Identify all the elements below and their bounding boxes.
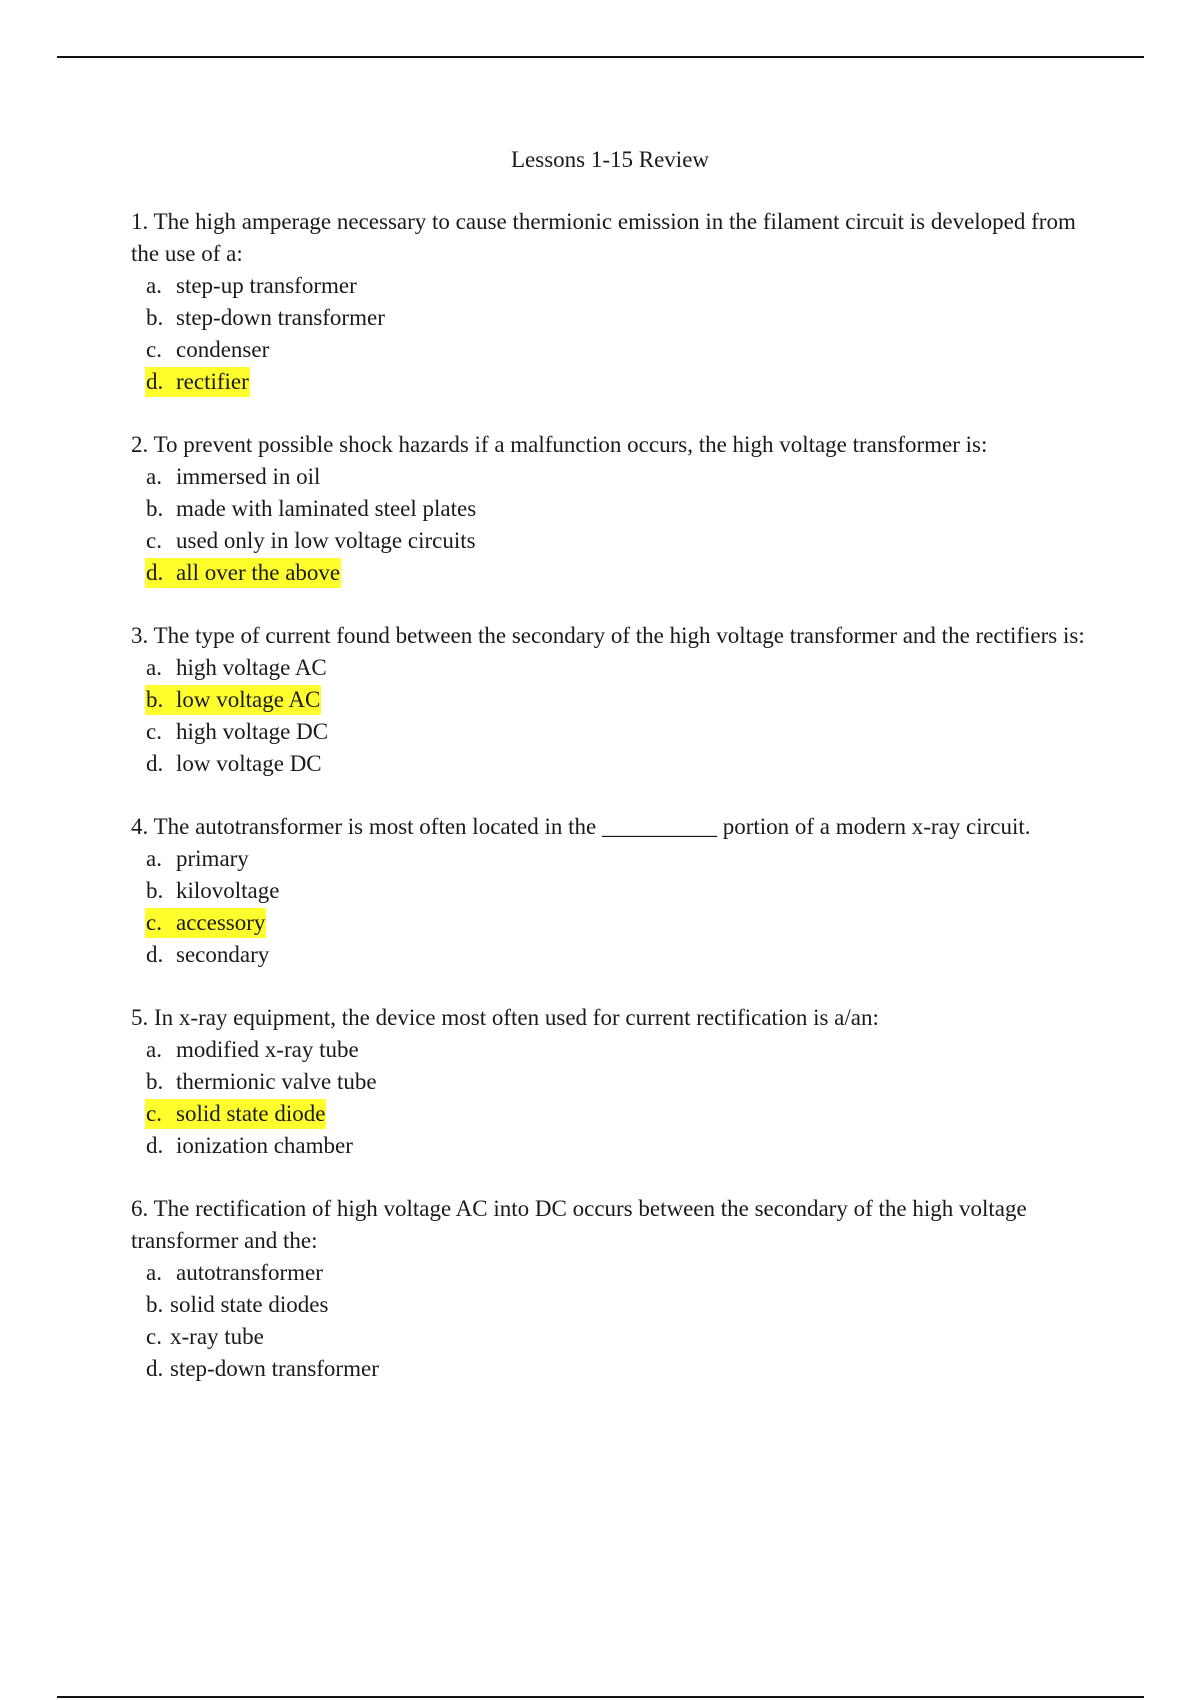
highlighted-answer bbox=[145, 558, 341, 588]
answer-text-wrap bbox=[145, 303, 386, 333]
question-list bbox=[131, 206, 1091, 1416]
answer-text-wrap bbox=[145, 1258, 324, 1288]
option-text: secondary bbox=[176, 942, 270, 967]
answer-text-wrap bbox=[145, 844, 250, 874]
answer-option bbox=[145, 525, 1091, 557]
option-text: solid state diode bbox=[176, 1101, 326, 1126]
option-letter: d. bbox=[146, 1133, 164, 1158]
option-text: low voltage AC bbox=[176, 687, 321, 712]
highlighted-answer bbox=[145, 908, 266, 938]
question-text: 4. The autotransformer is most often located in the __________ portion of a modern x-ray circuit. bbox=[131, 814, 1031, 839]
answer-text-wrap bbox=[145, 1131, 354, 1161]
option-letter: a. bbox=[146, 1037, 162, 1062]
option-letter: a. bbox=[146, 273, 162, 298]
answer-option bbox=[145, 875, 1091, 907]
question-4 bbox=[131, 811, 1091, 971]
answer-options bbox=[131, 652, 1091, 780]
answer-options bbox=[131, 461, 1091, 589]
answer-option bbox=[145, 270, 1091, 302]
answer-text-wrap bbox=[145, 462, 321, 492]
option-letter: c. bbox=[146, 337, 162, 362]
answer-text-wrap bbox=[145, 1354, 380, 1384]
answer-options bbox=[131, 1034, 1091, 1162]
question-text: 5. In x-ray equipment, the device most often used for current rectification is a/an: bbox=[131, 1005, 879, 1030]
answer-text-wrap bbox=[145, 335, 270, 365]
option-text: step-down transformer bbox=[170, 1356, 379, 1381]
answer-text-wrap bbox=[145, 494, 477, 524]
answer-option bbox=[145, 557, 1091, 589]
answer-option bbox=[145, 1257, 1091, 1289]
option-text: autotransformer bbox=[176, 1260, 323, 1285]
option-letter: b. bbox=[146, 687, 164, 712]
option-letter: c. bbox=[146, 528, 162, 553]
question-text: 6. The rectification of high voltage AC into DC occurs between the secondary of the high voltage transformer and the: bbox=[131, 1196, 1027, 1253]
option-text: accessory bbox=[176, 910, 266, 935]
option-text: high voltage DC bbox=[176, 719, 329, 744]
answer-text-wrap bbox=[145, 940, 270, 970]
option-letter: a. bbox=[146, 464, 162, 489]
option-letter: d. bbox=[146, 560, 164, 585]
answer-option bbox=[145, 652, 1091, 684]
answer-text-wrap bbox=[145, 717, 329, 747]
answer-text-wrap bbox=[145, 526, 477, 556]
answer-option bbox=[145, 493, 1091, 525]
answer-text-wrap bbox=[145, 271, 358, 301]
answer-text-wrap bbox=[145, 876, 280, 906]
option-letter: c. bbox=[146, 1101, 162, 1126]
option-text: x-ray tube bbox=[170, 1324, 264, 1349]
highlighted-answer bbox=[145, 1099, 326, 1129]
answer-option bbox=[145, 302, 1091, 334]
highlighted-answer bbox=[145, 685, 321, 715]
option-text: low voltage DC bbox=[176, 751, 322, 776]
question-6 bbox=[131, 1193, 1091, 1385]
option-letter: d. bbox=[146, 751, 164, 776]
option-text: immersed in oil bbox=[176, 464, 321, 489]
option-text: high voltage AC bbox=[176, 655, 327, 680]
answer-text-wrap bbox=[145, 1067, 378, 1097]
option-text: ionization chamber bbox=[176, 1133, 353, 1158]
question-5 bbox=[131, 1002, 1091, 1162]
bottom-rule bbox=[57, 1696, 1144, 1698]
answer-options bbox=[131, 270, 1091, 398]
highlighted-answer bbox=[145, 367, 250, 397]
answer-option bbox=[145, 366, 1091, 398]
answer-option bbox=[145, 461, 1091, 493]
option-letter: c. bbox=[146, 1324, 162, 1349]
answer-option bbox=[145, 1353, 1091, 1385]
option-text: used only in low voltage circuits bbox=[176, 528, 476, 553]
option-text: solid state diodes bbox=[170, 1292, 329, 1317]
option-text: condenser bbox=[176, 337, 270, 362]
question-text: 1. The high amperage necessary to cause thermionic emission in the filament circuit is developed from the use of a: bbox=[131, 209, 1076, 266]
option-text: step-up transformer bbox=[176, 273, 357, 298]
answer-text-wrap bbox=[145, 749, 323, 779]
answer-option bbox=[145, 684, 1091, 716]
answer-option bbox=[145, 1130, 1091, 1162]
answer-option bbox=[145, 1289, 1091, 1321]
option-text: rectifier bbox=[176, 369, 249, 394]
answer-option bbox=[145, 1034, 1091, 1066]
document-title: Lessons 1-15 Review bbox=[510, 147, 710, 172]
answer-text-wrap bbox=[145, 1290, 329, 1320]
option-letter: b. bbox=[146, 1292, 164, 1317]
answer-options bbox=[131, 843, 1091, 971]
option-letter: c. bbox=[146, 719, 162, 744]
question-2 bbox=[131, 429, 1091, 589]
option-text: thermionic valve tube bbox=[176, 1069, 377, 1094]
option-letter: d. bbox=[146, 1356, 164, 1381]
option-text: made with laminated steel plates bbox=[176, 496, 477, 521]
option-letter: a. bbox=[146, 655, 162, 680]
option-text: kilovoltage bbox=[176, 878, 280, 903]
option-letter: d. bbox=[146, 369, 164, 394]
option-letter: b. bbox=[146, 496, 164, 521]
answer-option bbox=[145, 907, 1091, 939]
option-text: all over the above bbox=[176, 560, 341, 585]
answer-option bbox=[145, 1066, 1091, 1098]
option-letter: b. bbox=[146, 878, 164, 903]
answer-text-wrap bbox=[145, 1322, 265, 1352]
option-letter: d. bbox=[146, 942, 164, 967]
answer-option bbox=[145, 748, 1091, 780]
answer-option bbox=[145, 334, 1091, 366]
option-letter: a. bbox=[146, 1260, 162, 1285]
option-letter: c. bbox=[146, 910, 162, 935]
answer-options bbox=[131, 1257, 1091, 1385]
answer-text-wrap bbox=[145, 1035, 360, 1065]
option-text: step-down transformer bbox=[176, 305, 385, 330]
answer-text-wrap bbox=[145, 653, 328, 683]
answer-option bbox=[145, 1098, 1091, 1130]
option-text: modified x-ray tube bbox=[176, 1037, 359, 1062]
option-letter: a. bbox=[146, 846, 162, 871]
question-text: 2. To prevent possible shock hazards if a malfunction occurs, the high voltage transformer is: bbox=[131, 432, 988, 457]
answer-option bbox=[145, 1321, 1091, 1353]
answer-option bbox=[145, 939, 1091, 971]
answer-option bbox=[145, 843, 1091, 875]
top-rule bbox=[57, 56, 1144, 58]
option-text: primary bbox=[176, 846, 249, 871]
answer-option bbox=[145, 716, 1091, 748]
question-text: 3. The type of current found between the secondary of the high voltage transformer and the rectifiers is: bbox=[131, 623, 1085, 648]
question-1 bbox=[131, 206, 1091, 398]
option-letter: b. bbox=[146, 1069, 164, 1094]
question-3 bbox=[131, 620, 1091, 780]
option-letter: b. bbox=[146, 305, 164, 330]
